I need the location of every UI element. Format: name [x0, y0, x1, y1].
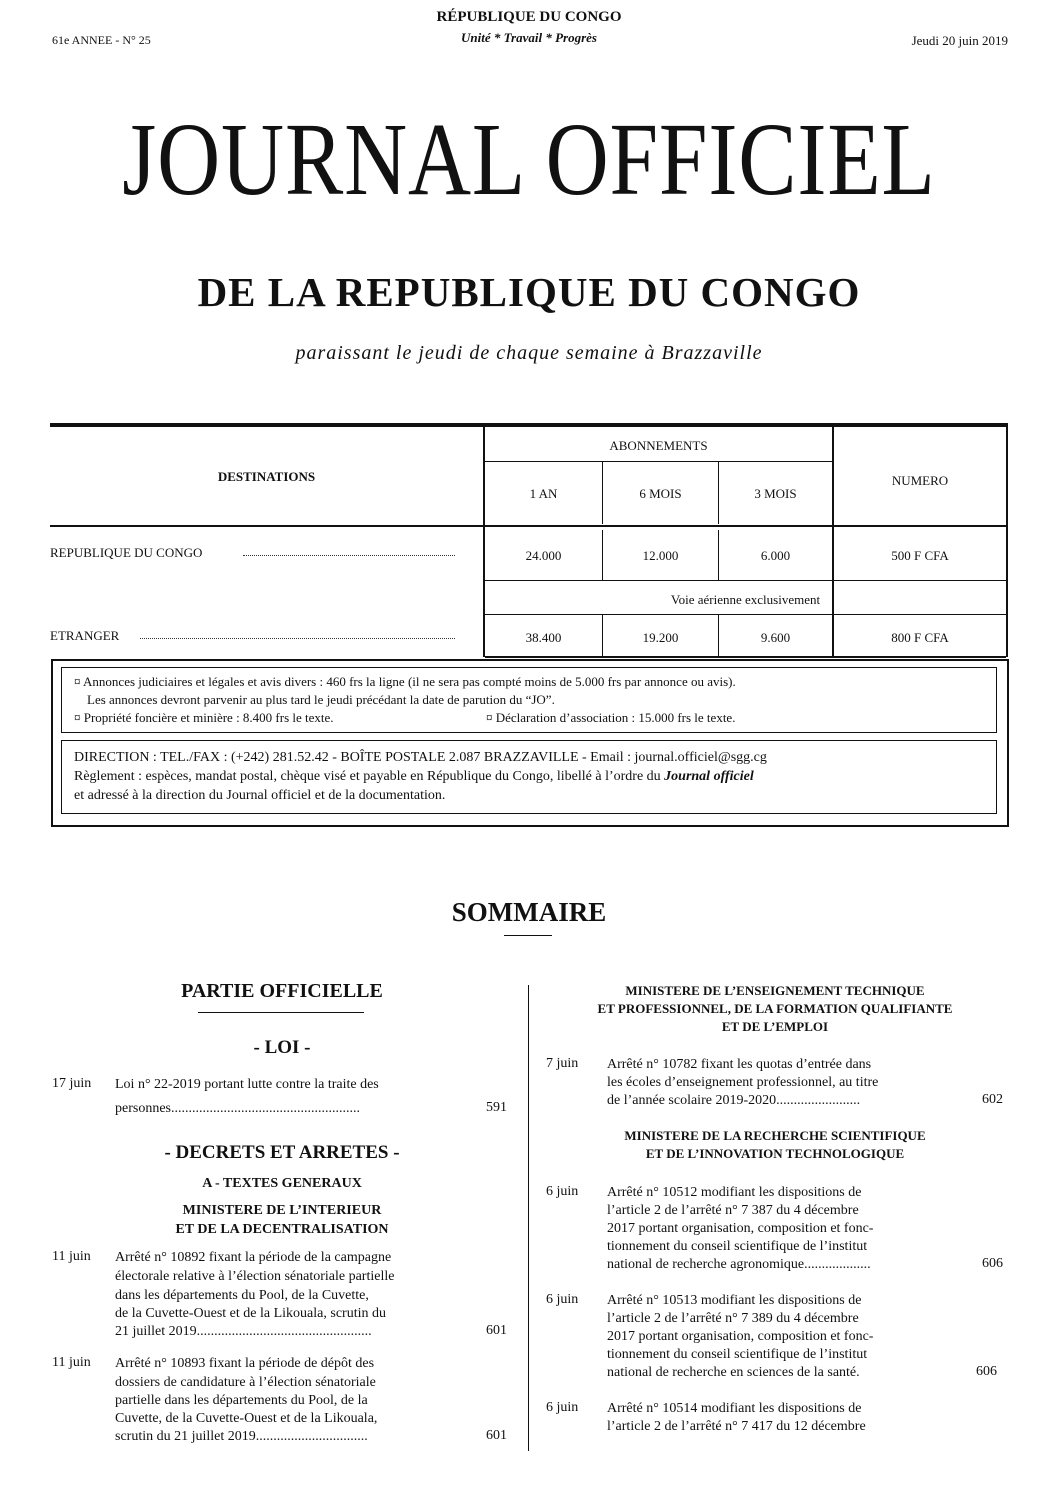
entry-text: de la Cuvette-Ouest et de la Likouala, scrutin du — [115, 1306, 386, 1321]
entry-text: tionnement du conseil scientifique de l’institut — [607, 1239, 868, 1254]
entry-date: 6 juin — [546, 1400, 579, 1415]
numero-header: NUMERO — [891, 473, 949, 488]
publication-tagline: paraissant le jeudi de chaque semaine à Brazzaville — [295, 342, 763, 364]
entry-text: Arrêté n° 10782 fixant les quotas d’entrée dans — [607, 1057, 872, 1072]
table-divider — [1006, 427, 1008, 657]
leader-dots — [243, 555, 455, 556]
destinations-header: DESTINATIONS — [217, 469, 316, 484]
page-number: 591 — [486, 1100, 507, 1115]
entry-text: de l’année scolaire 2019-2020........................ — [607, 1093, 861, 1108]
entry-date: 6 juin — [546, 1292, 579, 1307]
entry-text: partielle dans les départements du Pool, de la — [115, 1393, 368, 1408]
masthead-subtitle: DE LA REPUBLIQUE DU CONGO — [197, 269, 861, 315]
ministry-heading: MINISTERE DE L’INTERIEUR — [182, 1203, 382, 1218]
page-number: 601 — [486, 1428, 507, 1443]
ministry-heading: MINISTERE DE L’ENSEIGNEMENT TECHNIQUE — [625, 983, 925, 998]
entry-text: 21 juillet 2019.................................................. — [115, 1324, 372, 1339]
decrets-heading: - DECRETS ET ARRETES - — [164, 1142, 400, 1163]
air-mail-note: Voie aérienne exclusivement — [670, 592, 821, 607]
sommaire-rule — [504, 935, 552, 936]
entry-text: 2017 portant organisation, composition et fonc- — [607, 1329, 874, 1344]
entry-text: l’article 2 de l’arrêté n° 7 387 du 4 décembre — [607, 1203, 859, 1218]
sommaire-title: SOMMAIRE — [451, 897, 607, 927]
entry-text: dossiers de candidature à l’élection sénatoriale — [115, 1375, 376, 1390]
table-divider — [832, 427, 834, 657]
entry-text: Loi n° 22-2019 portant lutte contre la traite des — [115, 1077, 379, 1092]
entry-text: national de recherche agronomique................... — [607, 1257, 871, 1272]
price-cell: 38.400 — [525, 630, 562, 645]
payment-address: et adressé à la direction du Journal officiel et de la documentation. — [74, 788, 446, 803]
entry-text: Arrêté n° 10513 modifiant les dispositions de — [607, 1293, 862, 1308]
property-rate: ¤ Propriété foncière et minière : 8.400 frs le texte. — [74, 710, 334, 725]
entry-text: tionnement du conseil scientifique de l’institut — [607, 1347, 868, 1362]
table-rule — [50, 525, 1008, 527]
price-cell: 12.000 — [642, 548, 679, 563]
entry-text: Arrêté n° 10512 modifiant les dispositions de — [607, 1185, 862, 1200]
page-number: 602 — [982, 1092, 1003, 1107]
textes-generaux-heading: A - TEXTES GENERAUX — [202, 1176, 362, 1191]
part-heading: PARTIE OFFICIELLE — [181, 980, 383, 1002]
entry-text: scrutin du 21 juillet 2019................................ — [115, 1429, 368, 1444]
price-cell: 9.600 — [760, 630, 791, 645]
price-cell: 6.000 — [760, 548, 791, 563]
association-rate: ¤ Déclaration d’association : 15.000 frs le texte. — [486, 710, 736, 725]
column-divider — [528, 985, 529, 1451]
ministry-heading: ET DE LA DECENTRALISATION — [175, 1222, 389, 1237]
part-rule — [198, 1012, 364, 1013]
entry-text: Arrêté n° 10514 modifiant les dispositions de — [607, 1401, 862, 1416]
destination-label: REPUBLIQUE DU CONGO — [50, 545, 203, 560]
entry-text: national de recherche en sciences de la santé. — [607, 1365, 860, 1380]
numero-price: 500 F CFA — [891, 548, 949, 563]
table-top-rule — [50, 423, 1008, 427]
entry-date: 17 juin — [52, 1076, 92, 1091]
payment-terms-text: Règlement : espèces, mandat postal, chèque visé et payable en République du Congo, libellé à l’ordre du — [74, 769, 665, 784]
ministry-heading: ET DE L’INNOVATION TECHNOLOGIQUE — [645, 1146, 905, 1161]
entry-text: Cuvette, de la Cuvette-Ouest et de la Likouala, — [115, 1411, 378, 1426]
numero-price: 800 F CFA — [891, 630, 949, 645]
entry-date: 11 juin — [52, 1249, 91, 1264]
issue-number: 61e ANNEE - N° 25 — [52, 33, 151, 47]
journal-name: Journal officiel — [664, 769, 754, 784]
loi-heading: - LOI - — [253, 1037, 311, 1058]
period-header: 3 MOIS — [754, 486, 797, 501]
entry-text: 2017 portant organisation, composition et fonc- — [607, 1221, 874, 1236]
entry-text: Arrêté n° 10893 fixant la période de dépôt des — [115, 1356, 375, 1371]
entry-date: 6 juin — [546, 1184, 579, 1199]
national-motto: Unité * Travail * Progrès — [460, 30, 597, 45]
entry-text: l’article 2 de l’arrêté n° 7 417 du 12 décembre — [607, 1419, 866, 1434]
page-number: 606 — [976, 1364, 997, 1379]
masthead-title: JOURNAL OFFICIEL — [122, 102, 936, 217]
issue-date: Jeudi 20 juin 2019 — [911, 33, 1008, 48]
ministry-heading: ET PROFESSIONNEL, DE LA FORMATION QUALIFIANTE — [597, 1001, 953, 1016]
leader-dots — [140, 638, 455, 639]
entry-text: l’article 2 de l’arrêté n° 7 389 du 4 décembre — [607, 1311, 859, 1326]
page-number: 601 — [486, 1323, 507, 1338]
announcement-deadline: Les annonces devront parvenir au plus tard le jeudi précédant la date de parution du “JO”. — [87, 692, 555, 707]
entry-date: 7 juin — [546, 1056, 579, 1071]
entry-text: les écoles d’enseignement professionnel, au titre — [607, 1075, 879, 1090]
period-header: 1 AN — [529, 486, 558, 501]
entry-text: dans les départements du Pool, de la Cuvette, — [115, 1288, 369, 1303]
table-rule — [485, 580, 1006, 581]
table-rule — [485, 461, 832, 462]
entry-text: Arrêté n° 10892 fixant la période de la campagne — [115, 1250, 392, 1265]
ministry-heading: ET DE L’EMPLOI — [721, 1019, 829, 1034]
ministry-heading: MINISTERE DE LA RECHERCHE SCIENTIFIQUE — [624, 1128, 926, 1143]
abonnements-header: ABONNEMENTS — [609, 438, 708, 453]
table-rule — [485, 614, 1006, 615]
country-name: RÉPUBLIQUE DU CONGO — [436, 9, 622, 25]
table-rule — [485, 656, 1006, 658]
destination-label: ETRANGER — [50, 628, 120, 643]
page-number: 606 — [982, 1256, 1003, 1271]
entry-text: personnes...................................................... — [115, 1101, 360, 1116]
period-header: 6 MOIS — [639, 486, 682, 501]
direction-contact: DIRECTION : TEL./FAX : (+242) 281.52.42 - BOÎTE POSTALE 2.087 BRAZZAVILLE - Email : journal.officiel@sgg.cg — [74, 750, 767, 765]
payment-terms — [74, 769, 754, 785]
announcement-rate: ¤ Annonces judiciaires et légales et avis divers : 460 frs la ligne (il ne sera pas compté moins de 5.000 frs par annonce ou avis). — [74, 674, 736, 689]
price-cell: 24.000 — [525, 548, 562, 563]
entry-date: 11 juin — [52, 1355, 91, 1370]
entry-text: électorale relative à l’élection sénatoriale partielle — [115, 1269, 395, 1284]
price-cell: 19.200 — [642, 630, 679, 645]
